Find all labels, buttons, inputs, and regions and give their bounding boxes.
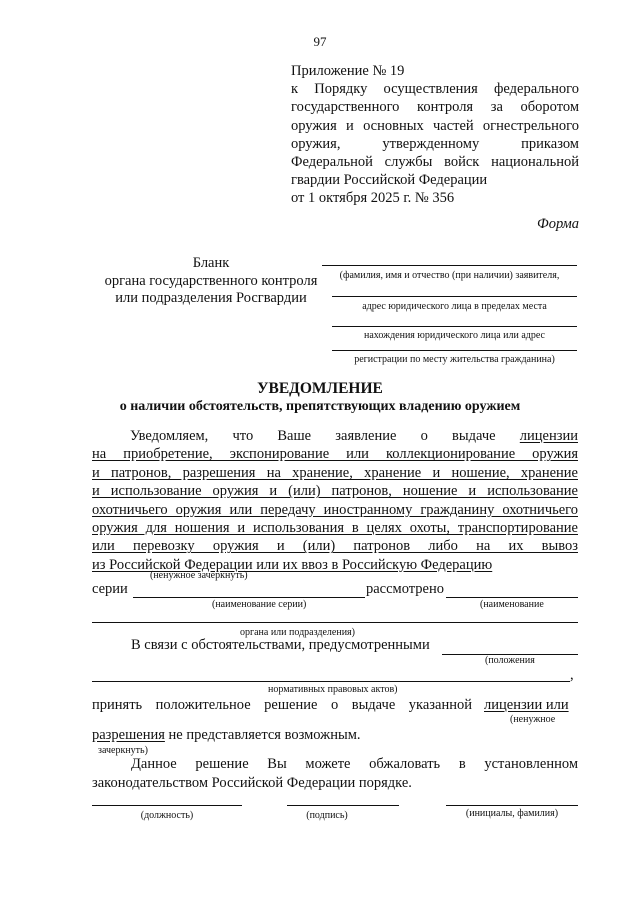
notice-subtitle: о наличии обстоятельств, препятствующих владению оружием (119, 399, 521, 414)
recipient-hint: (фамилия, имя и отчество (при наличии) заявителя, (339, 270, 560, 281)
acts-field[interactable] (92, 681, 570, 682)
appeal-line-1: Данное решение Вы можете обжаловать в установленном (131, 756, 578, 772)
appendix-line: оружия и основных частей огнестрельного (291, 117, 579, 134)
appeal-line-2: законодательством Российской Федерации порядке. (92, 775, 412, 791)
series-field[interactable] (133, 597, 365, 598)
decision-line-2 (92, 727, 361, 744)
issuer-blank (100, 255, 322, 308)
provisions-hint: (положения (485, 655, 535, 666)
organ-name-hint: (наименование (480, 599, 544, 610)
form-label: Форма (537, 216, 579, 232)
blank-line: или подразделения Росгвардии (115, 290, 307, 306)
acts-hint: нормативных правовых актов) (268, 684, 398, 695)
blank-line: Бланк (192, 255, 230, 271)
decision-underlined-1: лицензии или (484, 697, 569, 713)
appendix-line: к Порядку осуществления федерального (291, 81, 579, 98)
recipient-hint: адрес юридического лица в пределах места (362, 301, 547, 312)
organ-hint: органа или подразделения) (240, 627, 355, 638)
notice-title: УВЕДОМЛЕНИЕ (257, 380, 383, 397)
strike-hint-2: зачеркнуть) (98, 745, 148, 756)
page-number: 97 (313, 34, 327, 49)
appendix-line: от 1 октября 2025 г. № 356 (291, 190, 455, 207)
recipient-line-4[interactable] (332, 350, 577, 351)
blank-line: органа государственного контроля (104, 272, 318, 289)
body-intro: Уведомляем, что Ваше заявление о выдаче (130, 428, 520, 444)
comma: , (570, 667, 574, 683)
organ-name-field[interactable] (446, 597, 578, 598)
circumstances-text: В связи с обстоятельствами, предусмотренными (131, 637, 430, 653)
appendix-line: Приложение № 19 (291, 63, 405, 79)
signature-field[interactable] (287, 805, 399, 806)
considered-label: рассмотрено (366, 581, 445, 597)
organ-name-field-2[interactable] (92, 622, 578, 623)
initials-field[interactable] (446, 805, 578, 806)
position-field[interactable] (92, 805, 242, 806)
appendix-block (291, 62, 579, 208)
body-line: или перевозку оружия и (или) патронов либо на их вывоз (92, 538, 578, 555)
unneeded-hint: (ненужное (510, 714, 556, 725)
appendix-line: оружия, утвержденному приказом (291, 135, 579, 152)
recipient-hint: регистрации по месту жительства гражданина) (354, 354, 555, 365)
decision-underlined-2: разрешения (92, 727, 165, 743)
body-line: оружия для ношения и использования в целях охоты, транспортирование (92, 519, 578, 536)
recipient-line-1[interactable] (322, 265, 577, 266)
appendix-line: государственного контроля за оборотом (291, 99, 579, 116)
recipient-line-3[interactable] (332, 326, 577, 327)
recipient-line-2[interactable] (332, 296, 577, 297)
series-name-hint: (наименование серии) (212, 599, 307, 610)
initials-hint: (инициалы, фамилия) (465, 808, 559, 819)
body-line: и использование оружия и (или) патронов, ношение и использование (92, 483, 578, 500)
body-line: и патронов, разрешения на хранение, хранение и ношение, хранение (92, 464, 578, 481)
position-hint: (должность) (140, 810, 194, 821)
body-line: из Российской Федерации или их ввоз в Российскую Федерацию (92, 556, 493, 573)
body-line: на приобретение, экспонирование или коллекционирование оружия (92, 446, 578, 463)
appendix-line: гвардии Российской Федерации (291, 172, 488, 189)
body-intro-underlined: лицензии (519, 428, 578, 444)
appendix-line: Федеральной службы войск национальной (291, 153, 579, 170)
series-label: серии (92, 581, 128, 597)
decision-text: принять положительное решение о выдаче указанной (92, 697, 472, 713)
strike-hint: (ненужное зачеркнуть) (150, 570, 248, 581)
body-line: охотничьего оружия или передачу иностранному гражданину охотничьего (92, 501, 578, 518)
decision-rest: не представляется возможным. (164, 727, 361, 743)
signature-hint: (подпись) (306, 810, 348, 821)
recipient-hint: нахождения юридического лица или адрес (364, 330, 545, 341)
notice-body (92, 427, 578, 574)
body-line (92, 427, 578, 445)
